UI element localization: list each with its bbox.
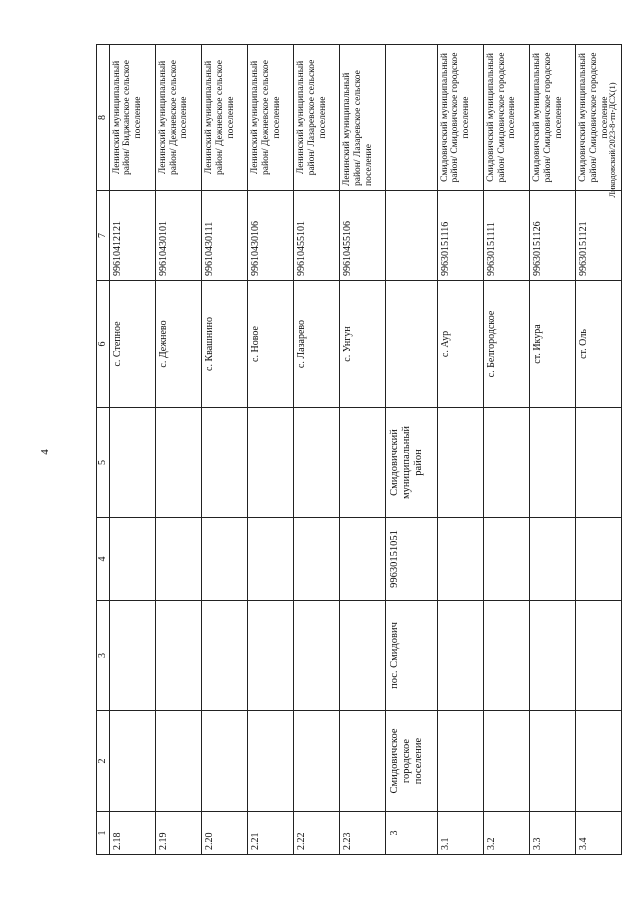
settlement-name: с. Аур [437, 281, 483, 408]
cell [293, 518, 339, 601]
row-number: 2.19 [155, 812, 201, 855]
row-number: 2.20 [201, 812, 247, 855]
municipality: Смидовичский муниципальный район/ Смидовичское городское поселение [529, 45, 575, 191]
municipality: Ленинский муниципальный район/ Дежневское сельское поселение [247, 45, 293, 191]
district: Смидовичский муниципальный район [386, 408, 437, 518]
cell [483, 518, 529, 601]
row-number: 2.23 [339, 812, 385, 855]
settlement-name: с. Новое [247, 281, 293, 408]
table-row [247, 45, 293, 855]
cell [155, 601, 201, 711]
cell [575, 601, 621, 711]
cell [201, 711, 247, 812]
cell [529, 518, 575, 601]
document-code: Ликодовский/2023-8-тп-ДСХ(1) [607, 82, 617, 198]
municipality: Ленинский муниципальный район/ Дежневское сельское поселение [155, 45, 201, 191]
cell [109, 518, 155, 601]
municipality: Смидовичский муниципальный район/ Смидовичское городское поселение [483, 45, 529, 191]
cell [201, 518, 247, 601]
cell [247, 711, 293, 812]
table-row [109, 45, 155, 855]
cell [201, 408, 247, 518]
table-header-row [97, 45, 110, 855]
row-number: 3.3 [529, 812, 575, 855]
cell [437, 408, 483, 518]
col-header: 3 [97, 601, 110, 711]
cell [247, 408, 293, 518]
cell [575, 408, 621, 518]
table-row [483, 45, 529, 855]
col-header: 1 [97, 812, 110, 855]
cell [293, 601, 339, 711]
table-row [201, 45, 247, 855]
col-header: 2 [97, 711, 110, 812]
oktmo-code: 99630151051 [386, 518, 437, 601]
row-number: 2.18 [109, 812, 155, 855]
cell [155, 518, 201, 601]
cell [339, 711, 385, 812]
cell [247, 601, 293, 711]
municipality: Ленинский муниципальный район/ Лазаревское сельское поселение [339, 45, 385, 191]
row-number: 3.2 [483, 812, 529, 855]
table-row [155, 45, 201, 855]
settlement-name: ст. Оль [575, 281, 621, 408]
cell [201, 601, 247, 711]
cell [386, 281, 437, 408]
cell [386, 191, 437, 281]
row-number: 2.21 [247, 812, 293, 855]
rotated-table-wrapper [96, 45, 622, 855]
cell [575, 711, 621, 812]
cell [247, 518, 293, 601]
oktmo-code: 99610455101 [293, 191, 339, 281]
col-header: 8 [97, 45, 110, 191]
cell [437, 711, 483, 812]
table-row [293, 45, 339, 855]
settlement-municipality: Смидовичское городское поселение [386, 711, 437, 812]
page-number: 4 [39, 449, 51, 455]
cell [483, 711, 529, 812]
cell [339, 601, 385, 711]
oktmo-code: 99610430111 [201, 191, 247, 281]
col-header: 7 [97, 191, 110, 281]
oktmo-code: 99630151111 [483, 191, 529, 281]
cell [529, 711, 575, 812]
municipality: Ленинский муниципальный район/ Биджанское сельское поселение [109, 45, 155, 191]
row-number: 3.4 [575, 812, 621, 855]
settlement-name: с. Унгун [339, 281, 385, 408]
table-row [529, 45, 575, 855]
row-number: 3.1 [437, 812, 483, 855]
cell [109, 408, 155, 518]
cell [483, 408, 529, 518]
cell [483, 601, 529, 711]
table-row [575, 45, 621, 855]
cell [155, 711, 201, 812]
settlements-table [96, 44, 622, 855]
cell [109, 601, 155, 711]
oktmo-code: 99610455106 [339, 191, 385, 281]
oktmo-code: 99610430101 [155, 191, 201, 281]
settlement-name: с. Квашнино [201, 281, 247, 408]
admin-center: пос. Смидович [386, 601, 437, 711]
row-number: 3 [386, 812, 437, 855]
oktmo-code: 99630151116 [437, 191, 483, 281]
cell [293, 408, 339, 518]
cell [339, 518, 385, 601]
cell [529, 601, 575, 711]
municipality: Ленинский муниципальный район/ Лазаревское сельское поселение [293, 45, 339, 191]
oktmo-code: 99630151126 [529, 191, 575, 281]
municipality: Смидовичский муниципальный район/ Смидовичское городское поселение [437, 45, 483, 191]
cell [437, 601, 483, 711]
cell [155, 408, 201, 518]
table-row-group [386, 45, 437, 855]
table-row [437, 45, 483, 855]
cell [386, 45, 437, 191]
col-header: 4 [97, 518, 110, 601]
cell [339, 408, 385, 518]
settlement-name: ст. Икура [529, 281, 575, 408]
settlement-name: с. Лазарево [293, 281, 339, 408]
settlement-name: с. Степное [109, 281, 155, 408]
cell [293, 711, 339, 812]
cell [575, 518, 621, 601]
municipality: Смидовичский муниципальный район/ Смидовичское городское поселение [575, 45, 621, 191]
table-row [339, 45, 385, 855]
oktmo-code: 99610412121 [109, 191, 155, 281]
cell [437, 518, 483, 601]
oktmo-code: 99630151121 [575, 191, 621, 281]
settlement-name: с. Дежнево [155, 281, 201, 408]
oktmo-code: 99610430106 [247, 191, 293, 281]
col-header: 6 [97, 281, 110, 408]
municipality: Ленинский муниципальный район/ Дежневское сельское поселение [201, 45, 247, 191]
cell [529, 408, 575, 518]
row-number: 2.22 [293, 812, 339, 855]
col-header: 5 [97, 408, 110, 518]
settlement-name: с. Белгородское [483, 281, 529, 408]
cell [109, 711, 155, 812]
